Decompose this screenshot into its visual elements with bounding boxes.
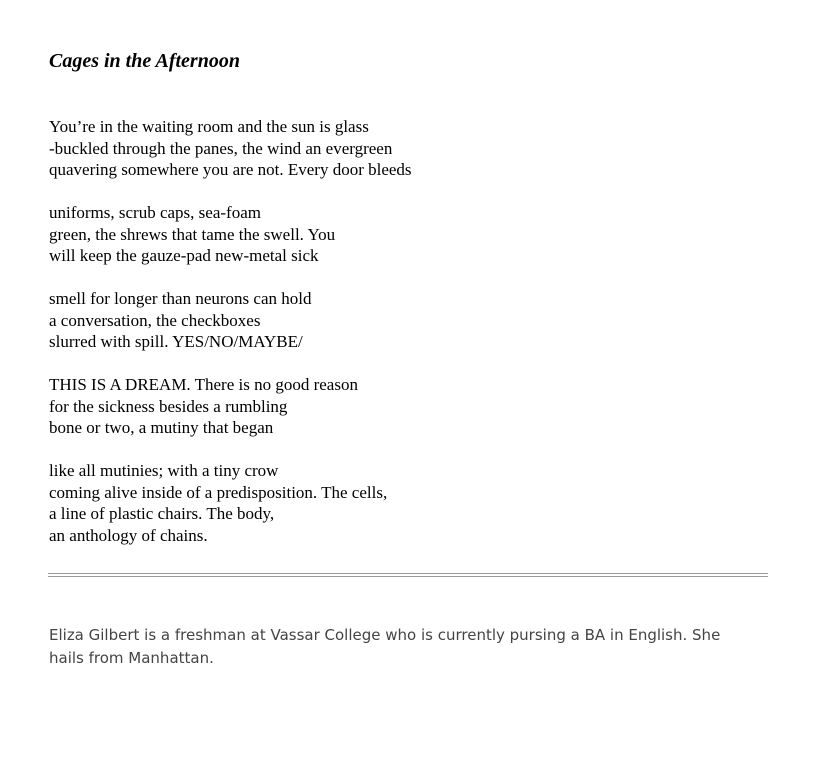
poem-line: quavering somewhere you are not. Every door bleeds: [49, 160, 412, 179]
stanza-3: [49, 288, 412, 353]
poem-line: coming alive inside of a predisposition. The cells,: [49, 482, 388, 502]
poem-line: THIS IS A DREAM. There is no good reason: [49, 375, 358, 394]
poem-line: an anthology of chains.: [49, 525, 208, 545]
poem-line: like all mutinies; with a tiny crow: [49, 461, 279, 480]
poem-line: uniforms, scrub caps, sea-foam: [49, 203, 261, 222]
poem-line: a conversation, the checkboxes: [49, 310, 261, 330]
stanza-4: [49, 374, 412, 439]
author-bio: Eliza Gilbert is a freshman at Vassar College who is currently pursing a BA in English. She hails from Manhattan.: [49, 626, 721, 667]
poem-line: slurred with spill. YES/NO/MAYBE/: [49, 332, 303, 351]
poem-line: green, the shrews that tame the swell. You: [49, 224, 336, 244]
poem-line: -buckled through the panes, the wind an evergreen: [49, 138, 393, 158]
stanza-2: [49, 202, 412, 267]
stanza-1: [49, 116, 412, 181]
stanza-5: [49, 460, 412, 546]
poem-line: a line of plastic chairs. The body,: [49, 504, 275, 523]
poem-line: bone or two, a mutiny that began: [49, 418, 274, 437]
horizontal-divider: [48, 573, 768, 577]
poem-line: smell for longer than neurons can hold: [49, 289, 312, 308]
poem-body: [49, 116, 412, 568]
poem-line: will keep the gauze-pad new-metal sick: [49, 246, 319, 265]
poem-line: You’re in the waiting room and the sun is glass: [49, 117, 369, 136]
poem-line: for the sickness besides a rumbling: [49, 396, 288, 416]
poem-title: Cages in the Afternoon: [49, 50, 240, 72]
